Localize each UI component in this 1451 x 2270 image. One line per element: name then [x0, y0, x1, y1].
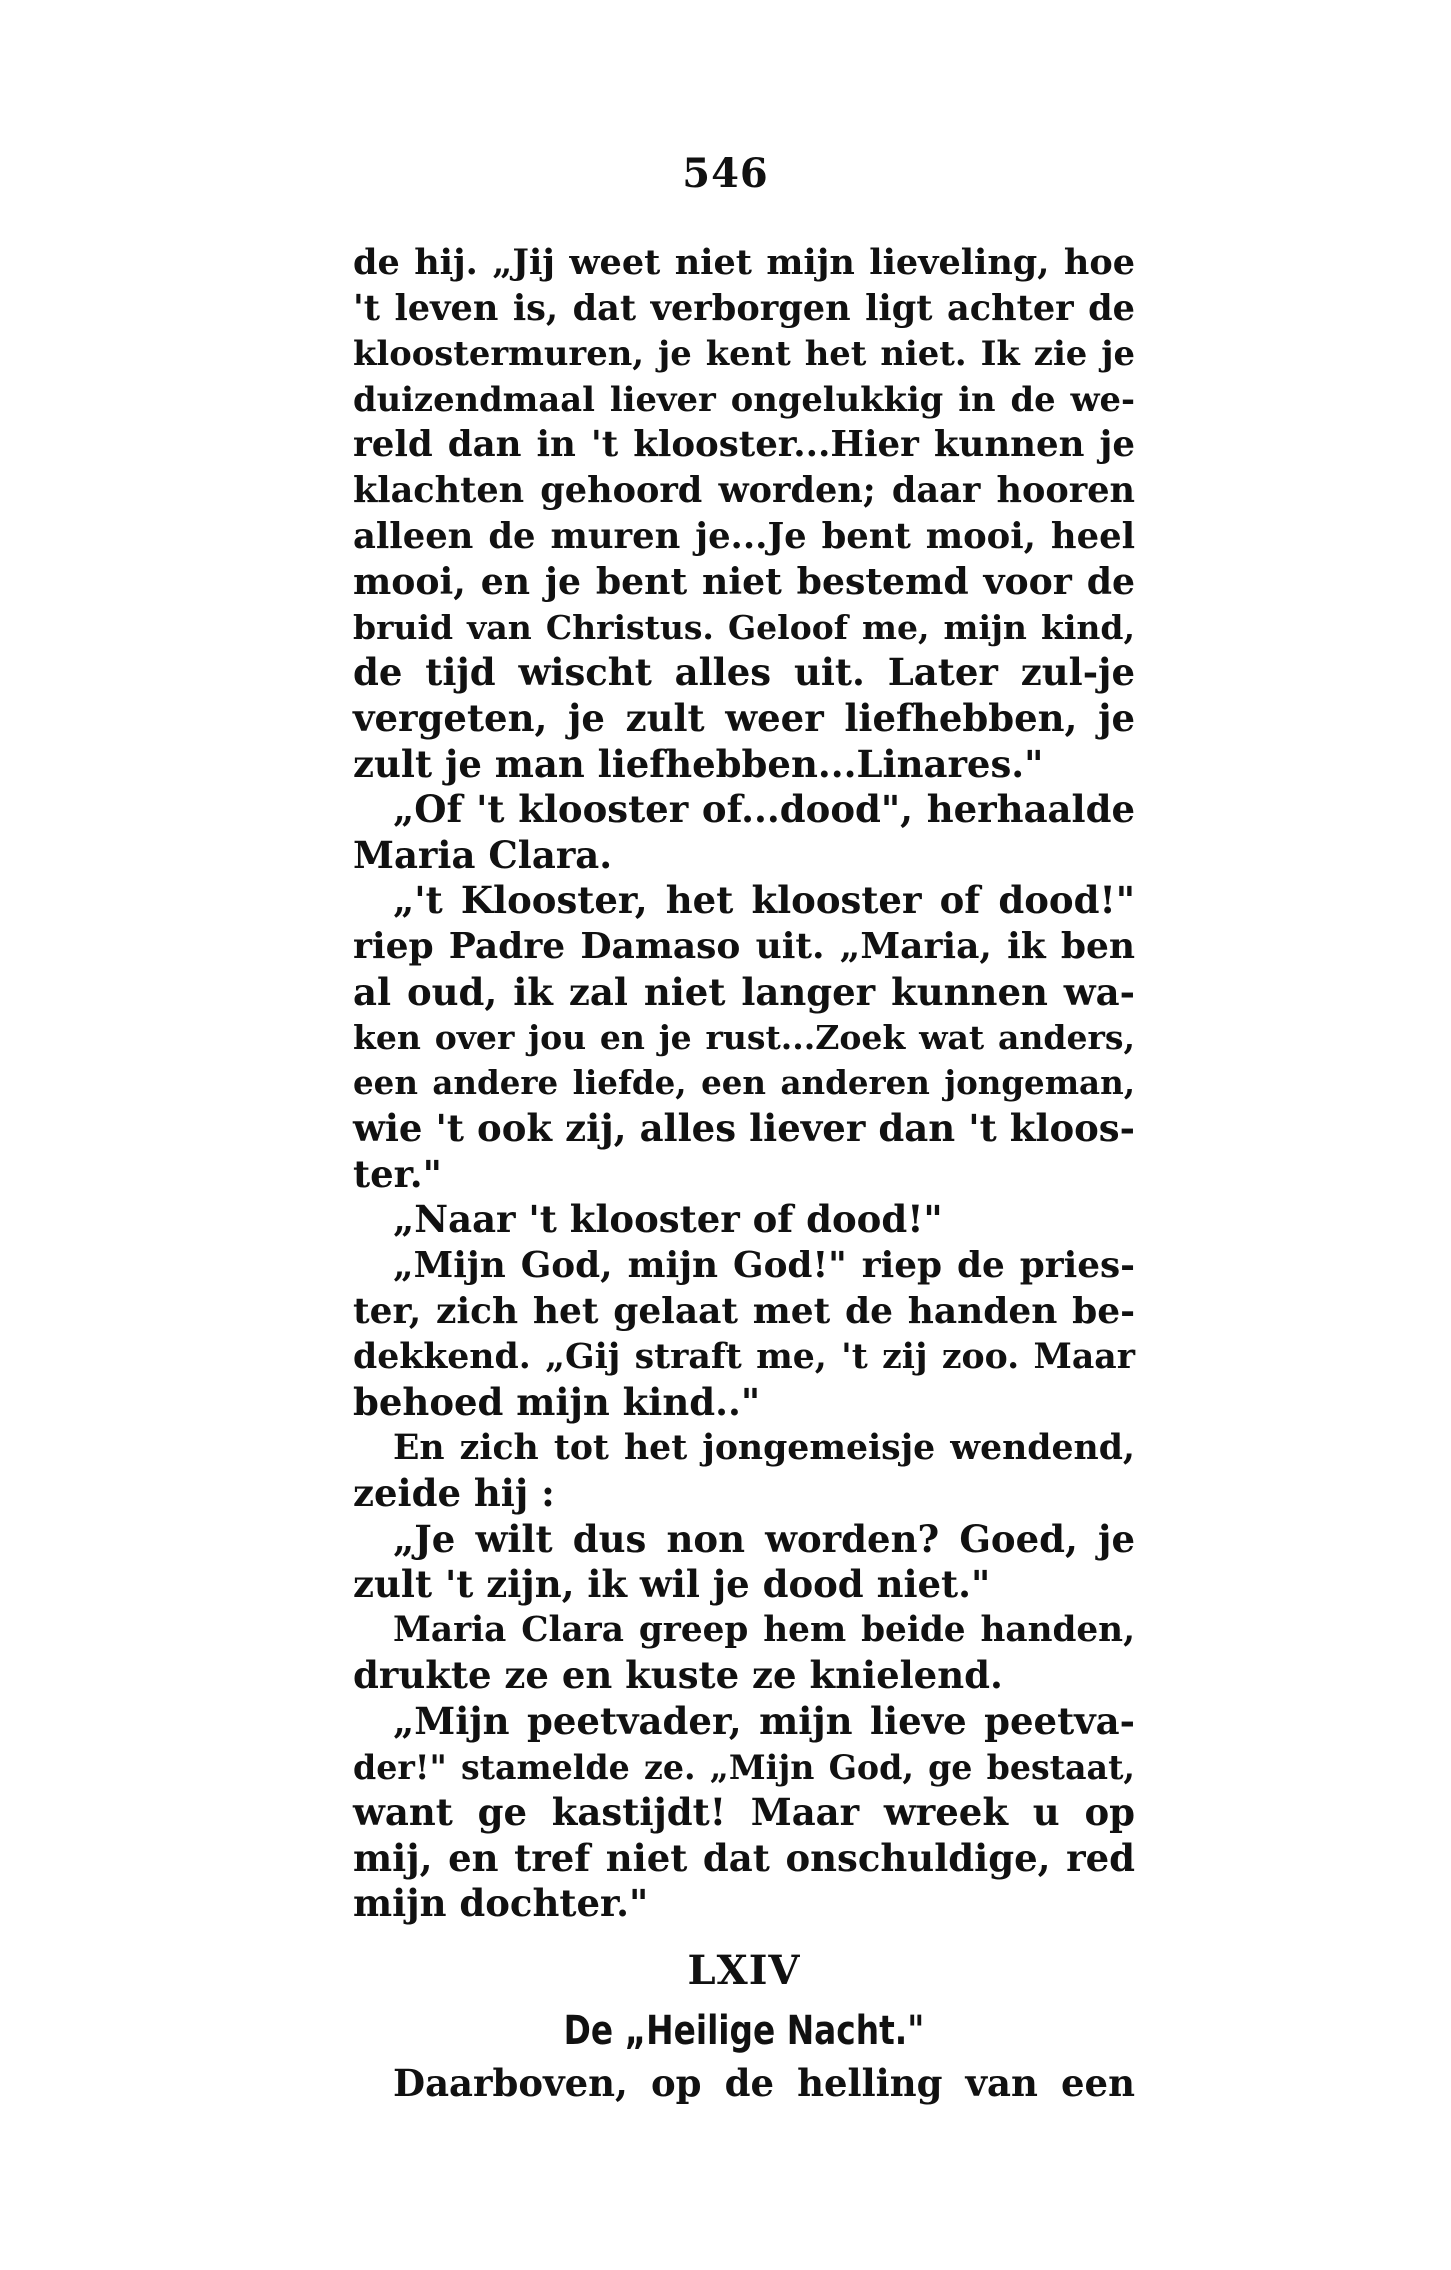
chapter-title: De „Heilige Nacht." — [563, 2007, 925, 2054]
text-line: „Of 't klooster of...dood", herhaalde — [393, 787, 1135, 832]
text-line: zult je man liefhebben...Linares." — [353, 741, 1044, 786]
text-line: klachten gehoord worden; daar hooren — [353, 469, 1135, 511]
text-line: riep Padre Damaso uit. „Maria, ik ben — [353, 924, 1135, 967]
text-line: zult 't zijn, ik wil je dood niet." — [353, 1562, 991, 1607]
text-line: de hij. „Jij weet niet mijn lieveling, hoe — [353, 242, 1135, 283]
body-text — [353, 240, 1135, 2107]
paragraph-lines — [353, 240, 1135, 1927]
text-line: zeide hij : — [353, 1471, 555, 1516]
text-line: alleen de muren je...Je bent mooi, heel — [353, 515, 1135, 557]
text-line: „Mijn peetvader, mijn lieve peetva- — [393, 1699, 1135, 1743]
page-number: 546 — [682, 150, 769, 197]
text-line: wie 't ook zij, alles liever dan 't kloos- — [353, 1106, 1135, 1151]
text-line: al oud, ik zal niet langer kunnen wa- — [353, 969, 1135, 1014]
text-line: Daarboven, op de helling van een — [393, 2060, 1135, 2105]
text-line: een andere liefde, een anderen jongeman, — [353, 1063, 1135, 1102]
text-line: ken over jou en je rust...Zoek wat anders, — [353, 1018, 1135, 1058]
text-line: bruid van Christus. Geloof me, mijn kind, — [353, 607, 1135, 647]
text-line: vergeten, je zult weer liefhebben, je — [353, 695, 1135, 740]
text-line: „'t Klooster, het klooster of dood!" — [393, 878, 1135, 923]
text-line: Maria Clara. — [353, 832, 613, 877]
text-line: Maria Clara greep hem beide handen, — [393, 1609, 1135, 1650]
text-line: drukte ze en kuste ze knielend. — [353, 1653, 1003, 1698]
text-line: want ge kastijdt! Maar wreek u op — [353, 1790, 1135, 1835]
text-line: kloostermuren, je kent het niet. Ik zie je — [353, 333, 1135, 374]
text-line: „Mijn God, mijn God!" riep de pries- — [393, 1244, 1135, 1287]
text-line: dekkend. „Gij straft me, 't zij zoo. Maar — [353, 1336, 1135, 1378]
text-line: mij, en tref niet dat onschuldige, red — [353, 1835, 1135, 1880]
text-line: duizendmaal liever ongelukkig in de we- — [353, 378, 1135, 419]
text-line: mijn dochter." — [353, 1881, 649, 1926]
text-line: 't leven is, dat verborgen ligt achter de — [353, 287, 1135, 329]
text-line: behoed mijn kind.." — [353, 1379, 761, 1424]
chapter-number: LXIV — [687, 1946, 801, 1994]
text-line: ter, zich het gelaat met de handen be- — [353, 1289, 1135, 1332]
text-line: der!" stamelde ze. „Mijn God, ge bestaat, — [353, 1747, 1135, 1787]
text-line: reld dan in 't klooster...Hier kunnen je — [353, 424, 1135, 466]
text-line: ter." — [353, 1151, 442, 1196]
text-line: „Naar 't klooster of dood!" — [393, 1197, 943, 1242]
text-line: „Je wilt dus non worden? Goed, je — [393, 1516, 1135, 1561]
text-line: En zich tot het jongemeisje wendend, — [393, 1427, 1135, 1469]
text-line: de tijd wischt alles uit. Later zul-je — [353, 650, 1135, 695]
text-line: mooi, en je bent niet bestemd voor de — [353, 560, 1135, 604]
